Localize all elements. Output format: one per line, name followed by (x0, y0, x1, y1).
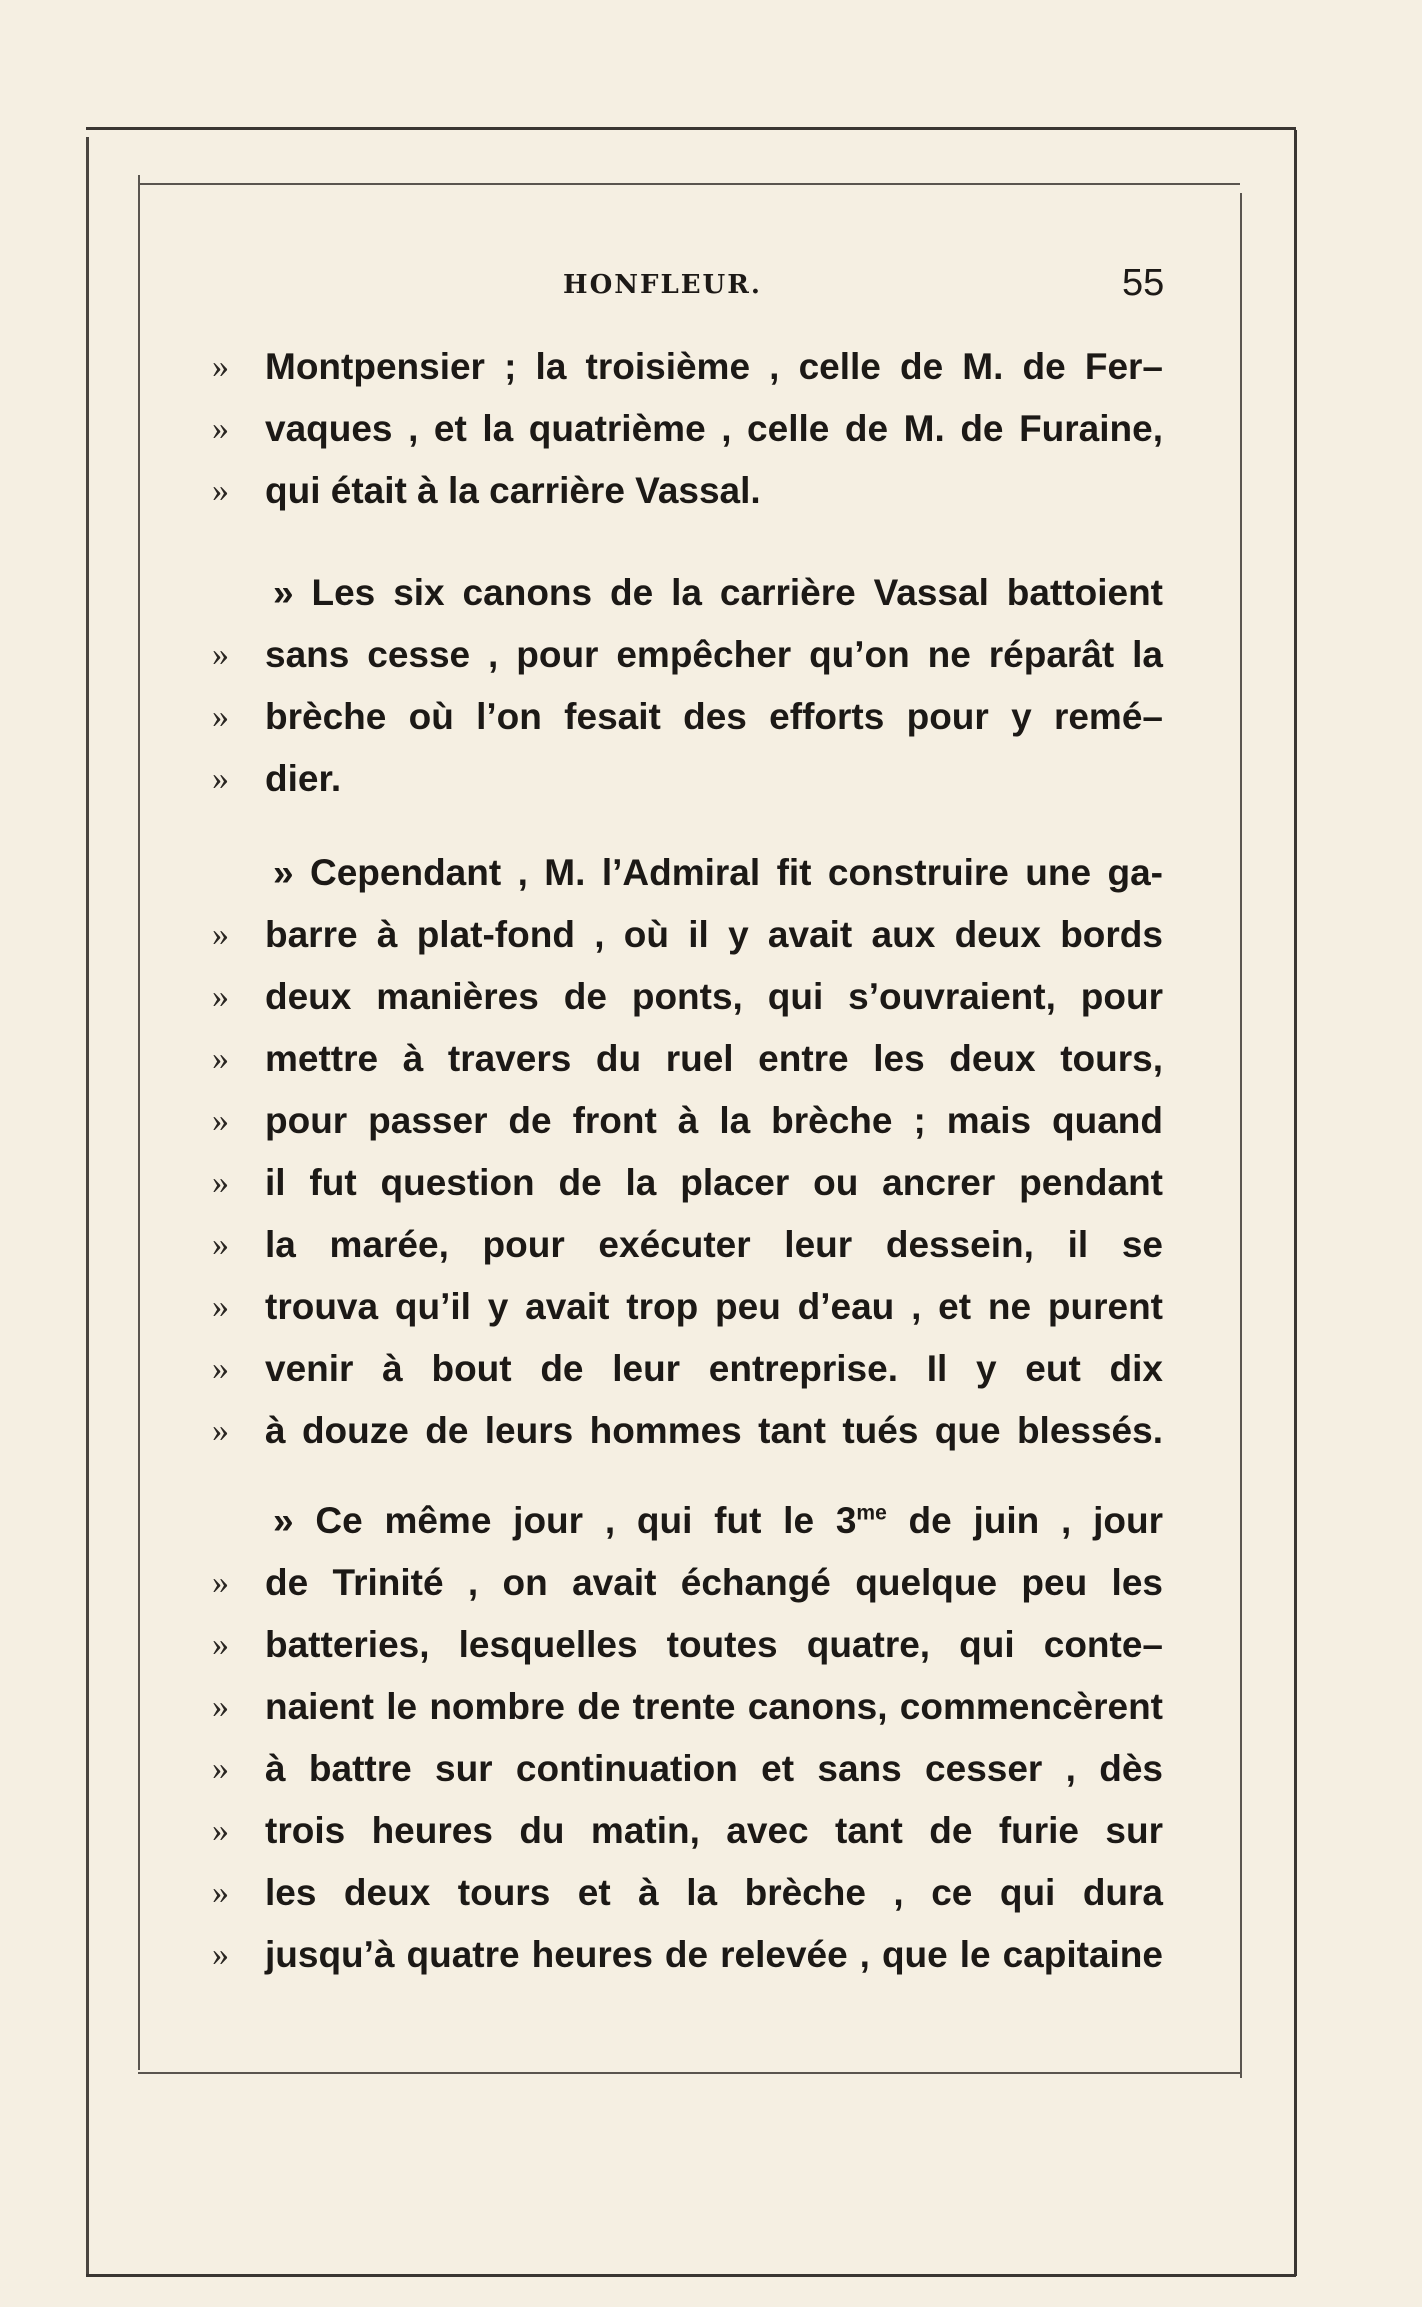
quote-mark: » (212, 1750, 229, 1787)
frame-rule-left-inner (138, 175, 140, 2070)
quote-mark: » (212, 410, 229, 447)
quote-mark: » (212, 1102, 229, 1139)
quote-mark: » (212, 978, 229, 1015)
frame-rule-right-outer (1294, 130, 1297, 2276)
text-line: trouva qu’il y avait trop peu d’eau , et ne purent (265, 1286, 1163, 1327)
text-line: deux manières de ponts, qui s’ouvraient, pour (265, 976, 1163, 1017)
text-fragment: » Ce même jour , qui fut le 3 (273, 1500, 857, 1541)
quote-mark: » (212, 1812, 229, 1849)
text-line: de Trinité , on avait échangé quelque peu les (265, 1562, 1163, 1603)
text-line: pour passer de front à la brèche ; mais quand (265, 1100, 1163, 1141)
quote-mark: » (212, 698, 229, 735)
text-line: trois heures du matin, avec tant de furie sur (265, 1810, 1163, 1851)
text-line: vaques , et la quatrième , celle de M. de Furaine, (265, 408, 1163, 449)
frame-rule-right-inner (1240, 193, 1242, 2078)
text-line: mettre à travers du ruel entre les deux tours, (265, 1038, 1163, 1079)
text-line: jusqu’à quatre heures de relevée , que le capitaine (265, 1934, 1163, 1975)
text-line: venir à bout de leur entreprise. Il y eut dix (265, 1348, 1163, 1389)
quote-mark: » (212, 1040, 229, 1077)
text-line: barre à plat-fond , où il y avait aux deux bords (265, 914, 1163, 955)
frame-rule-left-outer (86, 137, 89, 2275)
text-line: les deux tours et à la brèche , ce qui dura (265, 1872, 1163, 1913)
text-line: à douze de leurs hommes tant tués que blessés. (265, 1410, 1163, 1451)
quote-mark: » (212, 1936, 229, 1973)
text-line: » Cependant , M. l’Admiral fit construire une ga- (273, 852, 1163, 893)
quote-mark: » (212, 636, 229, 673)
text-line: à battre sur continuation et sans cesser , dès (265, 1748, 1163, 1789)
quote-mark: » (212, 1164, 229, 1201)
quote-mark: » (212, 472, 229, 509)
frame-rule-bottom-inner (138, 2072, 1240, 2074)
text-fragment: de juin , jour (886, 1500, 1163, 1541)
quote-mark: » (212, 760, 229, 797)
quote-mark: » (212, 1288, 229, 1325)
frame-rule-bottom-outer (86, 2274, 1296, 2277)
page-number: 55 (1122, 262, 1165, 304)
text-line: » Les six canons de la carrière Vassal battoient (273, 572, 1163, 613)
quote-mark: » (212, 1564, 229, 1601)
text-line: batteries, lesquelles toutes quatre, qui conte– (265, 1624, 1163, 1665)
text-line: dier. (265, 758, 342, 799)
running-head: HONFLEUR. (563, 270, 762, 300)
text-line: la marée, pour exécuter leur dessein, il se (265, 1224, 1163, 1265)
quote-mark: » (212, 1874, 229, 1911)
quote-mark: » (212, 1626, 229, 1663)
quote-mark: » (212, 1226, 229, 1263)
quote-mark: » (212, 1688, 229, 1725)
text-line: sans cesse , pour empêcher qu’on ne réparât la (265, 634, 1163, 675)
text-line: naient le nombre de trente canons, commencèrent (265, 1686, 1163, 1727)
frame-rule-top-outer (86, 127, 1296, 130)
superscript: me (856, 1501, 887, 1525)
quote-mark: » (212, 1412, 229, 1449)
text-line: brèche où l’on fesait des efforts pour y remé– (265, 696, 1163, 737)
quote-mark: » (212, 348, 229, 385)
text-line: il fut question de la placer ou ancrer pendant (265, 1162, 1163, 1203)
quote-mark: » (212, 916, 229, 953)
text-line: Montpensier ; la troisième , celle de M. de Fer– (265, 346, 1163, 387)
text-line: qui était à la carrière Vassal. (265, 470, 761, 511)
text-line (273, 1496, 1163, 1546)
frame-rule-top-inner (138, 183, 1240, 185)
quote-mark: » (212, 1350, 229, 1387)
